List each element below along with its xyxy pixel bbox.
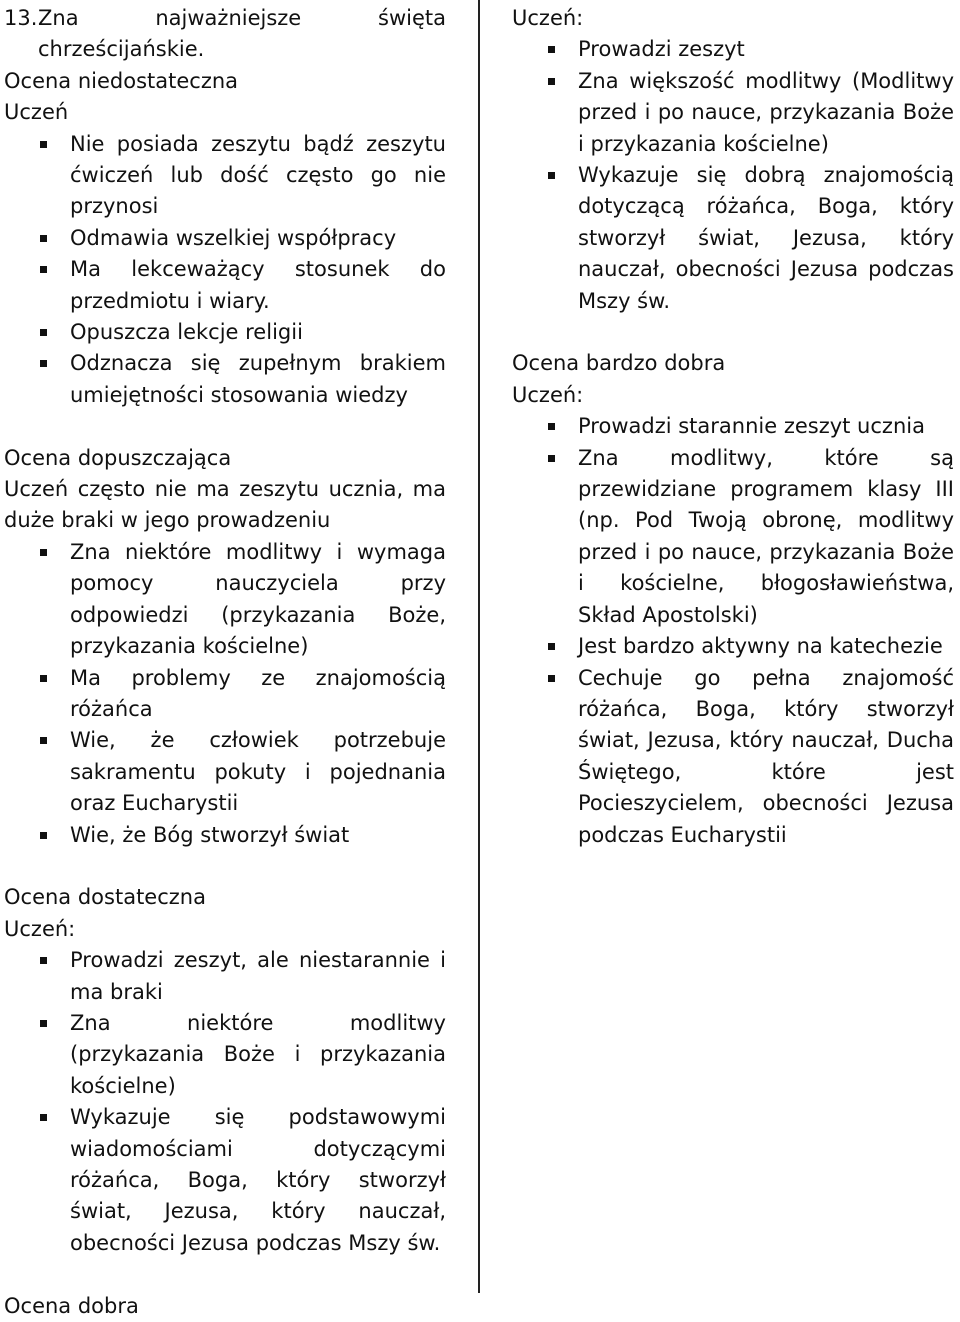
list-item: Cechuje go pełna znajomość różańca, Boga, który stworzył świat, Jezusa, który nauczał, Ducha Świętego, które jest Pocieszycielem, obecności Jezusa podczas Eucharystii [578, 663, 954, 851]
bullet-icon [40, 1020, 47, 1027]
bullet-icon [40, 957, 47, 964]
bullet-icon [40, 1114, 47, 1121]
list-item: Odmawia wszelkiej współpracy [70, 223, 446, 254]
subject-label: Uczeń: [512, 382, 584, 407]
criteria-list-niedostateczna [4, 129, 446, 412]
grade-heading-bardzo-dobra: Ocena bardzo dobra [512, 351, 726, 376]
grade-heading-dostateczna: Ocena dostateczna [4, 885, 206, 910]
list-item: Zna modlitwy, które są przewidziane programem klasy III (np. Pod Twoją obronę, modlitwy przed i po nauce, przykazania Boże i kościelne, błogosławieństwa, Skład Apostolski) [578, 443, 954, 631]
list-item: Prowadzi zeszyt [578, 34, 954, 65]
list-item: Ma lekceważący stosunek do przedmiotu i wiary. [70, 254, 446, 317]
bullet-icon [40, 549, 47, 556]
list-item: Zna większość modlitwy (Modlitwy przed i po nauce, przykazania Boże i przykazania kościelne) [578, 66, 954, 160]
list-item: Zna niektóre modlitwy (przykazania Boże i przykazania kościelne) [70, 1008, 446, 1102]
list-item: Wykazuje się dobrą znajomością dotyczącą różańca, Boga, który stworzył świat, Jezusa, który nauczał, obecności Jezusa podczas Mszy św. [578, 160, 954, 317]
bullet-icon [548, 46, 555, 53]
bullet-icon [548, 172, 555, 179]
bullet-icon [40, 266, 47, 273]
list-item: Nie posiada zeszytu bądź zeszytu ćwiczeń lub dość często go nie przynosi [70, 129, 446, 223]
grade-heading-niedostateczna: Ocena niedostateczna [4, 68, 239, 93]
bullet-icon [548, 455, 555, 462]
left-column [0, 0, 478, 1318]
bullet-icon [548, 78, 555, 85]
list-item: Prowadzi zeszyt, ale niestarannie i ma braki [70, 945, 446, 1008]
list-item: Wie, że Bóg stworzył świat [70, 820, 446, 851]
title-word: święta [378, 6, 446, 30]
bullet-icon [40, 235, 47, 242]
title-word: Zna [38, 6, 79, 30]
right-column [480, 0, 960, 1293]
subject-label: Uczeń [4, 100, 69, 125]
bullet-icon [548, 643, 555, 650]
list-item: Zna niektóre modlitwy i wymaga pomocy nauczyciela przy odpowiedzi (przykazania Boże, przykazania kościelne) [70, 537, 446, 663]
grade-intro: Uczeń często nie ma zeszytu ucznia, ma duże braki w jego prowadzeniu [4, 477, 446, 533]
bullet-icon [548, 675, 555, 682]
section-title-line [4, 3, 446, 34]
list-item: Jest bardzo aktywny na katechezie [578, 631, 954, 662]
bullet-icon [40, 675, 47, 682]
subject-label: Uczeń: [512, 6, 584, 30]
criteria-list-dobra [512, 34, 954, 317]
bullet-icon [40, 360, 47, 367]
list-item: Ma problemy ze znajomością różańca [70, 663, 446, 726]
bullet-icon [40, 141, 47, 148]
bullet-icon [548, 423, 555, 430]
subject-label: Uczeń: [4, 916, 76, 941]
bullet-icon [40, 329, 47, 336]
section-title-continuation: chrześcijańskie. [38, 37, 205, 62]
section-number: 13. [4, 6, 38, 30]
title-word: najważniejsze [155, 6, 302, 30]
grade-heading-dobra: Ocena dobra [4, 1293, 139, 1318]
criteria-list-dostateczna [4, 945, 446, 1259]
bullet-icon [40, 737, 47, 744]
list-item: Prowadzi starannie zeszyt ucznia [578, 411, 954, 442]
criteria-list-bardzo-dobra [512, 411, 954, 851]
bullet-icon [40, 832, 47, 839]
grade-heading-dopuszczajaca: Ocena dopuszczająca [4, 445, 232, 470]
list-item: Wie, że człowiek potrzebuje sakramentu pokuty i pojednania oraz Eucharystii [70, 725, 446, 819]
list-item: Wykazuje się podstawowymi wiadomościami dotyczącymi różańca, Boga, który stworzył świat, Jezusa, który nauczał, obecności Jezusa podczas Mszy św. [70, 1102, 446, 1259]
criteria-list-dopuszczajaca [4, 537, 446, 851]
list-item: Opuszcza lekcje religii [70, 317, 446, 348]
list-item: Odznacza się zupełnym brakiem umiejętności stosowania wiedzy [70, 348, 446, 411]
